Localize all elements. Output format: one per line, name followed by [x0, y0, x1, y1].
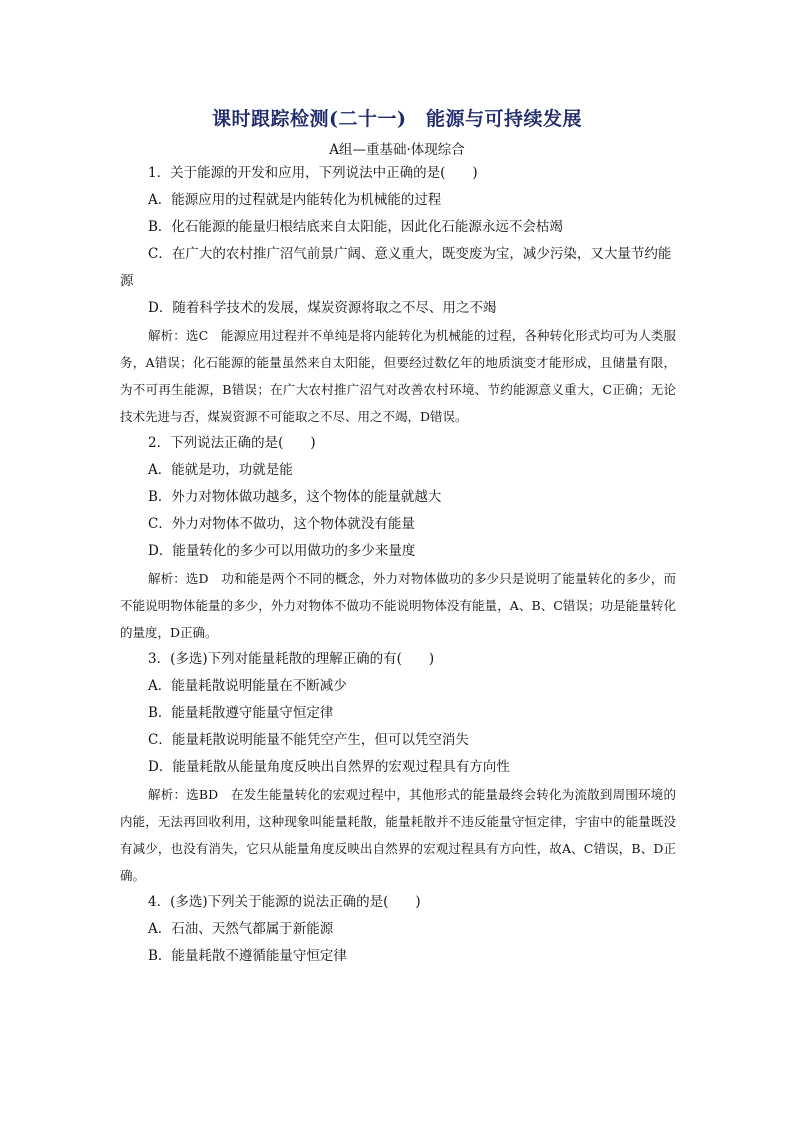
question-option: C．能量耗散说明能量不能凭空产生，但可以凭空消失 — [148, 732, 469, 748]
question-option: B．能量耗散遵守能量守恒定律 — [148, 705, 334, 721]
question-option: A．能源应用的过程就是内能转化为机械能的过程 — [148, 192, 442, 208]
question-option: B．化石能源的能量归根结底来自太阳能，因此化石能源永远不会枯竭 — [148, 219, 563, 235]
question-stem: 4．(多选)下列关于能源的说法正确的是( ) — [148, 894, 421, 910]
question-stem: 2．下列说法正确的是( ) — [148, 435, 316, 451]
section-subtitle: A组—重基础·体现综合 — [329, 142, 465, 158]
answer-analysis: 解析：选D 功和能是两个不同的概念，外力对物体做功的多少只是说明了能量转化的多少，而不能说明物体能量的多少，外力对物体不做功不能说明物体没有能量，A、B、C错误；功是能量转化的量度，D正确。 — [120, 571, 676, 640]
question-option: D．随着科学技术的发展，煤炭资源将取之不尽、用之不竭 — [148, 300, 497, 316]
question-option: A．能量耗散说明能量在不断减少 — [148, 678, 347, 694]
question-option: D．能量转化的多少可以用做功的多少来量度 — [148, 543, 416, 559]
question-option: B．外力对物体做功越多，这个物体的能量就越大 — [148, 489, 442, 505]
question-option: C．在广大的农村推广沼气前景广阔、意义重大，既变废为宝，减少污染，又大量节约能源 — [120, 246, 672, 289]
answer-analysis: 解析：选C 能源应用过程并不单纯是将内能转化为机械能的过程，各种转化形式均可为人类服务，A错误；化石能源的能量虽然来自太阳能，但要经过数亿年的地质演变才能形成，且储量有限，为不可再生能源，B错误；在广大农村推广沼气对改善农村环境、节约能源意义重大，C正确；无论技术先进与否，煤炭资源不可能取之不尽、用之不竭，D错误。 — [120, 328, 676, 424]
question-stem: 3．(多选)下列对能量耗散的理解正确的有( ) — [148, 651, 435, 667]
question-option: A．石油、天然气都属于新能源 — [148, 921, 334, 937]
question-stem: 1．关于能源的开发和应用，下列说法中正确的是( ) — [148, 165, 478, 181]
question-option: C．外力对物体不做功，这个物体就没有能量 — [148, 516, 415, 532]
answer-analysis: 解析：选BD 在发生能量转化的宏观过程中，其他形式的能量最终会转化为流散到周围环境的内能，无法再回收利用，这种现象叫能量耗散，能量耗散并不违反能量守恒定律，宇宙中的能量既没有减少，也没有消失，它只从能量角度反映出自然界的宏观过程具有方向性，故A、C错误，B、D正确。 — [120, 787, 676, 883]
page-title: 课时跟踪检测(二十一) 能源与可持续发展 — [212, 108, 582, 130]
question-list — [120, 160, 676, 970]
question-option: B．能量耗散不遵循能量守恒定律 — [148, 948, 347, 964]
question-option: A．能就是功，功就是能 — [148, 462, 293, 478]
question-option: D．能量耗散从能量角度反映出自然界的宏观过程具有方向性 — [148, 759, 510, 775]
